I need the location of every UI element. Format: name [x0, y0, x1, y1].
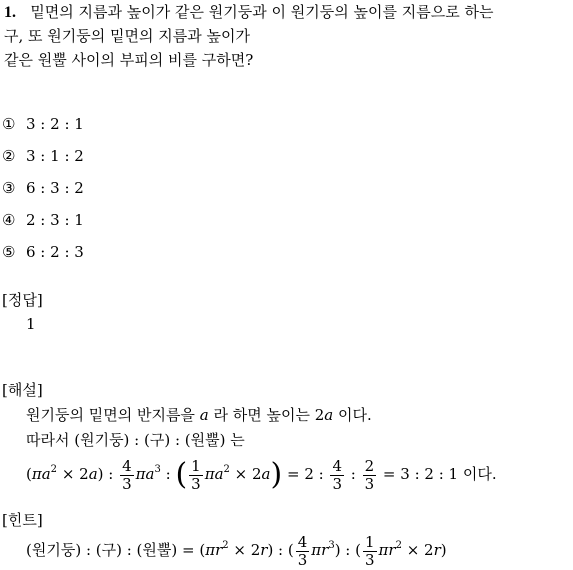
- choice-mark: ④: [2, 211, 16, 229]
- hint-label: [힌트]: [2, 511, 43, 529]
- answer-value: 1: [26, 315, 36, 333]
- var-a: a: [199, 406, 209, 424]
- choice-text: 3 : 2 : 1: [26, 115, 84, 133]
- choice-3: [2, 178, 84, 198]
- question-text-1: 밑면의 지름과 높이가 같은 원기둥과 이 원기둥의 높이를 지름으로 하는: [30, 3, 494, 21]
- choice-text: 3 : 1 : 2: [26, 147, 84, 165]
- explanation-equation: $(\pi a^2 \times 2a)$ : $\frac{4}{3}$ $\pi a^3$ : ( $\frac{1}{3}$ $\pi a^2 \times 2a) = 2$ : $\frac{4}{3}$ : $\frac{2}{3}$ = 3 : 2 : 1 이다.: [26, 456, 497, 493]
- fraction: $\frac{4}{3}$: [297, 532, 308, 569]
- height-value: 2a: [314, 406, 334, 424]
- question-line-2: 구, 또 원기둥의 밑면의 지름과 높이가: [4, 27, 250, 45]
- explanation-line-1: 원기둥의 밑면의 반지름을 a 라 하면 높이는 2a 이다.: [26, 406, 372, 424]
- choice-mark: ⑤: [2, 243, 16, 261]
- fraction: $\frac{1}{3}$: [364, 532, 375, 569]
- choice-4: [2, 210, 84, 230]
- choice-mark: ①: [2, 115, 16, 133]
- fraction: $\frac{4}{3}$: [332, 456, 343, 493]
- choice-2: [2, 146, 84, 166]
- fraction: $\frac{4}{3}$: [122, 456, 132, 493]
- choice-mark: ②: [2, 147, 16, 165]
- fraction: $\frac{1}{3}$: [191, 456, 201, 493]
- fraction: $\frac{2}{3}$: [364, 456, 375, 493]
- choice-text: 2 : 3 : 1: [26, 211, 84, 229]
- choice-mark: ③: [2, 179, 16, 197]
- explanation-label: [해설]: [2, 381, 43, 399]
- choice-text: 6 : 3 : 2: [26, 179, 84, 197]
- question-line-3: 같은 원뿔 사이의 부피의 비를 구하면?: [4, 51, 254, 69]
- question-number: 1.: [4, 4, 16, 21]
- choice-text: 6 : 2 : 3: [26, 243, 84, 261]
- question-line-1: [4, 2, 493, 23]
- choice-5: [2, 242, 84, 262]
- answer-label: [정답]: [2, 291, 43, 309]
- hint-equation: (원기둥) : (구) : (원뿔) = $(\pi r^2 \times 2r)$ : ( $\frac{4}{3}$ $\pi r^3$) : ( $\frac{1}{3}$ $\pi r^2 \times 2r$): [26, 532, 447, 569]
- explanation-line-2: 따라서 (원기둥) : (구) : (원뿔) 는: [26, 431, 245, 449]
- choice-1: [2, 114, 84, 134]
